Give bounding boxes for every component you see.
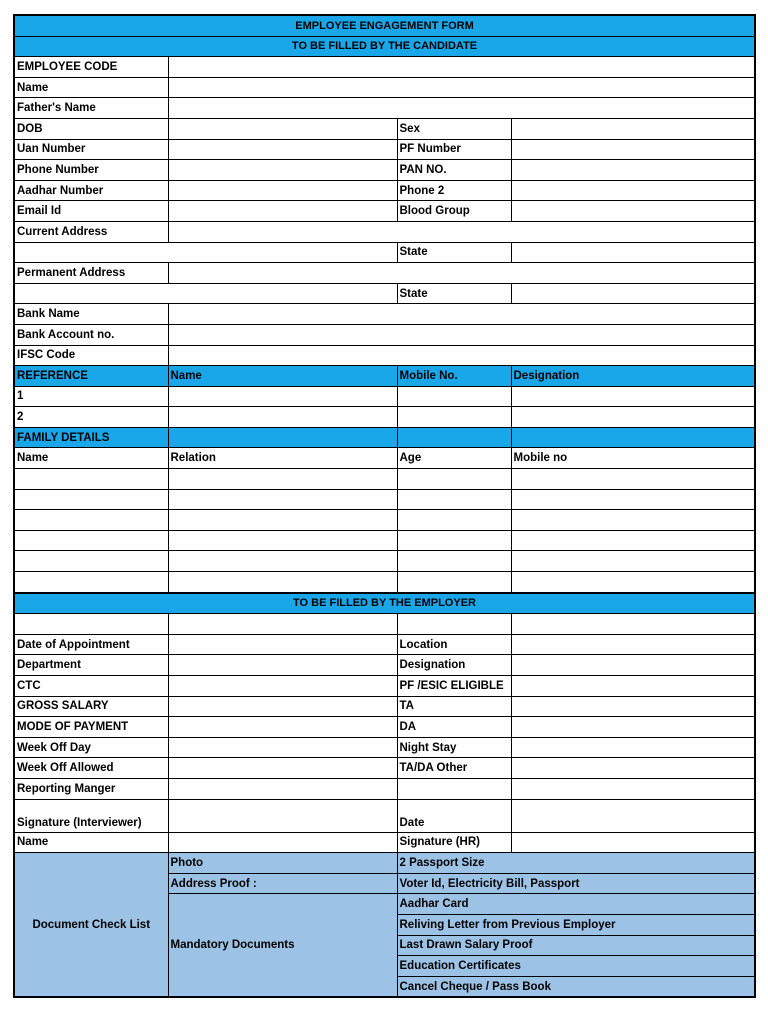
ifsc-label: IFSC Code: [14, 345, 168, 366]
ta-da-other-field[interactable]: [511, 758, 755, 779]
pan-label: PAN NO.: [397, 160, 511, 181]
signature-interviewer-label: Signature (Interviewer): [14, 799, 168, 832]
pf-number-label: PF Number: [397, 139, 511, 160]
permanent-address-line2-field[interactable]: [14, 283, 397, 304]
mandatory-document-item: Aadhar Card: [397, 894, 755, 915]
employer-blank-field[interactable]: [397, 614, 511, 635]
family-age-field[interactable]: [397, 469, 511, 490]
family-relation-field[interactable]: [168, 551, 397, 572]
employer-blank-field[interactable]: [168, 614, 397, 635]
bank-account-label: Bank Account no.: [14, 324, 168, 345]
department-label: Department: [14, 655, 168, 676]
pf-esic-field[interactable]: [511, 676, 755, 697]
name-field[interactable]: [168, 77, 755, 98]
blood-group-field[interactable]: [511, 201, 755, 222]
ctc-field[interactable]: [168, 676, 397, 697]
employee-code-label: EMPLOYEE CODE: [14, 57, 168, 78]
designation-label: Designation: [397, 655, 511, 676]
mandatory-document-item: Education Certificates: [397, 956, 755, 977]
email-field[interactable]: [168, 201, 397, 222]
bank-name-field[interactable]: [168, 304, 755, 325]
ta-label: TA: [397, 696, 511, 717]
document-check-list-label: Document Check List: [14, 853, 168, 998]
family-header-cell: [511, 427, 755, 448]
mode-of-payment-label: MODE OF PAYMENT: [14, 717, 168, 738]
week-off-allowed-label: Week Off Allowed: [14, 758, 168, 779]
family-age-field[interactable]: [397, 572, 511, 593]
bank-name-label: Bank Name: [14, 304, 168, 325]
photo-label: Photo: [168, 853, 397, 874]
employer-section-header: TO BE FILLED BY THE EMPLOYER: [14, 593, 755, 614]
date-label: Date: [397, 799, 511, 832]
employer-blank-field[interactable]: [511, 614, 755, 635]
family-age-field[interactable]: [397, 510, 511, 531]
date-of-appointment-label: Date of Appointment: [14, 634, 168, 655]
photo-value: 2 Passport Size: [397, 853, 755, 874]
reference-row-number: 2: [14, 407, 168, 428]
reference-name-field[interactable]: [168, 407, 397, 428]
employer-blank-field[interactable]: [14, 614, 168, 635]
ta-da-other-label: TA/DA Other: [397, 758, 511, 779]
reference-mobile-field[interactable]: [397, 407, 511, 428]
candidate-section-header: TO BE FILLED BY THE CANDIDATE: [14, 36, 755, 57]
family-mobile-field[interactable]: [511, 572, 755, 593]
week-off-day-field[interactable]: [168, 737, 397, 758]
state-label: State: [397, 242, 511, 263]
reference-designation-header: Designation: [511, 366, 755, 387]
reporting-manager-field[interactable]: [168, 778, 397, 799]
phone-field[interactable]: [168, 160, 397, 181]
location-field[interactable]: [511, 634, 755, 655]
family-details-header: FAMILY DETAILS: [14, 427, 168, 448]
department-field[interactable]: [168, 655, 397, 676]
family-header-cell: [168, 427, 397, 448]
reference-header: REFERENCE: [14, 366, 168, 387]
family-mobile-field[interactable]: [511, 510, 755, 531]
phone-label: Phone Number: [14, 160, 168, 181]
family-name-header: Name: [14, 448, 168, 469]
aadhar-field[interactable]: [168, 180, 397, 201]
family-age-field[interactable]: [397, 530, 511, 551]
reference-name-header: Name: [168, 366, 397, 387]
ifsc-field[interactable]: [168, 345, 755, 366]
mandatory-document-item: Cancel Cheque / Pass Book: [397, 976, 755, 997]
pf-number-field[interactable]: [511, 139, 755, 160]
family-name-field[interactable]: [14, 530, 168, 551]
phone2-label: Phone 2: [397, 180, 511, 201]
mode-of-payment-field[interactable]: [168, 717, 397, 738]
family-name-field[interactable]: [14, 469, 168, 490]
family-age-header: Age: [397, 448, 511, 469]
current-address-field[interactable]: [168, 221, 755, 242]
family-name-field[interactable]: [14, 510, 168, 531]
phone2-field[interactable]: [511, 180, 755, 201]
form-title: EMPLOYEE ENGAGEMENT FORM: [14, 15, 755, 36]
family-relation-field[interactable]: [168, 489, 397, 510]
night-stay-label: Night Stay: [397, 737, 511, 758]
bank-account-field[interactable]: [168, 324, 755, 345]
pf-esic-label: PF /ESIC ELIGIBLE: [397, 676, 511, 697]
hr-name-field[interactable]: [168, 832, 397, 853]
family-name-field[interactable]: [14, 551, 168, 572]
night-stay-field[interactable]: [511, 737, 755, 758]
reference-mobile-header: Mobile No.: [397, 366, 511, 387]
fathers-name-field[interactable]: [168, 98, 755, 119]
employee-engagement-form: [13, 14, 756, 998]
mandatory-document-item: Reliving Letter from Previous Employer: [397, 914, 755, 935]
designation-field[interactable]: [511, 655, 755, 676]
fathers-name-label: Father's Name: [14, 98, 168, 119]
da-field[interactable]: [511, 717, 755, 738]
family-age-field[interactable]: [397, 489, 511, 510]
name-label: Name: [14, 77, 168, 98]
sex-field[interactable]: [511, 118, 755, 139]
signature-hr-field[interactable]: [511, 832, 755, 853]
da-label: DA: [397, 717, 511, 738]
family-relation-field[interactable]: [168, 530, 397, 551]
ta-field[interactable]: [511, 696, 755, 717]
mandatory-documents-label: Mandatory Documents: [168, 894, 397, 997]
family-relation-field[interactable]: [168, 510, 397, 531]
family-name-field[interactable]: [14, 489, 168, 510]
reporting-manager-label: Reporting Manger: [14, 778, 168, 799]
ctc-label: CTC: [14, 676, 168, 697]
email-label: Email Id: [14, 201, 168, 222]
family-mobile-header: Mobile no: [511, 448, 755, 469]
current-address-line2-field[interactable]: [14, 242, 397, 263]
family-mobile-field[interactable]: [511, 551, 755, 572]
week-off-day-label: Week Off Day: [14, 737, 168, 758]
reference-mobile-field[interactable]: [397, 386, 511, 407]
family-relation-header: Relation: [168, 448, 397, 469]
dob-label: DOB: [14, 118, 168, 139]
family-mobile-field[interactable]: [511, 489, 755, 510]
dob-field[interactable]: [168, 118, 397, 139]
signature-interviewer-field[interactable]: [168, 799, 397, 832]
permanent-address-label: Permanent Address: [14, 263, 168, 284]
reference-name-field[interactable]: [168, 386, 397, 407]
reference-designation-field[interactable]: [511, 407, 755, 428]
family-mobile-field[interactable]: [511, 530, 755, 551]
aadhar-label: Aadhar Number: [14, 180, 168, 201]
reference-designation-field[interactable]: [511, 386, 755, 407]
permanent-address-field[interactable]: [168, 263, 755, 284]
address-proof-label: Address Proof :: [168, 873, 397, 894]
uan-label: Uan Number: [14, 139, 168, 160]
hr-name-label: Name: [14, 832, 168, 853]
mandatory-document-item: Last Drawn Salary Proof: [397, 935, 755, 956]
state-field[interactable]: [511, 242, 755, 263]
family-name-field[interactable]: [14, 572, 168, 593]
state-label-2: State: [397, 283, 511, 304]
gross-salary-label: GROSS SALARY: [14, 696, 168, 717]
date-of-appointment-field[interactable]: [168, 634, 397, 655]
location-label: Location: [397, 634, 511, 655]
blood-group-label: Blood Group: [397, 201, 511, 222]
pan-field[interactable]: [511, 160, 755, 181]
family-relation-field[interactable]: [168, 572, 397, 593]
employee-code-field[interactable]: [168, 57, 755, 78]
uan-field[interactable]: [168, 139, 397, 160]
current-address-label: Current Address: [14, 221, 168, 242]
week-off-allowed-field[interactable]: [168, 758, 397, 779]
family-mobile-field[interactable]: [511, 469, 755, 490]
family-relation-field[interactable]: [168, 469, 397, 490]
sex-label: Sex: [397, 118, 511, 139]
reporting-manager-extra-field[interactable]: [511, 778, 755, 799]
reporting-manager-extra-field[interactable]: [397, 778, 511, 799]
address-proof-value: Voter Id, Electricity Bill, Passport: [397, 873, 755, 894]
family-age-field[interactable]: [397, 551, 511, 572]
signature-hr-label: Signature (HR): [397, 832, 511, 853]
state-field-2[interactable]: [511, 283, 755, 304]
reference-row-number: 1: [14, 386, 168, 407]
gross-salary-field[interactable]: [168, 696, 397, 717]
family-header-cell: [397, 427, 511, 448]
date-field[interactable]: [511, 799, 755, 832]
